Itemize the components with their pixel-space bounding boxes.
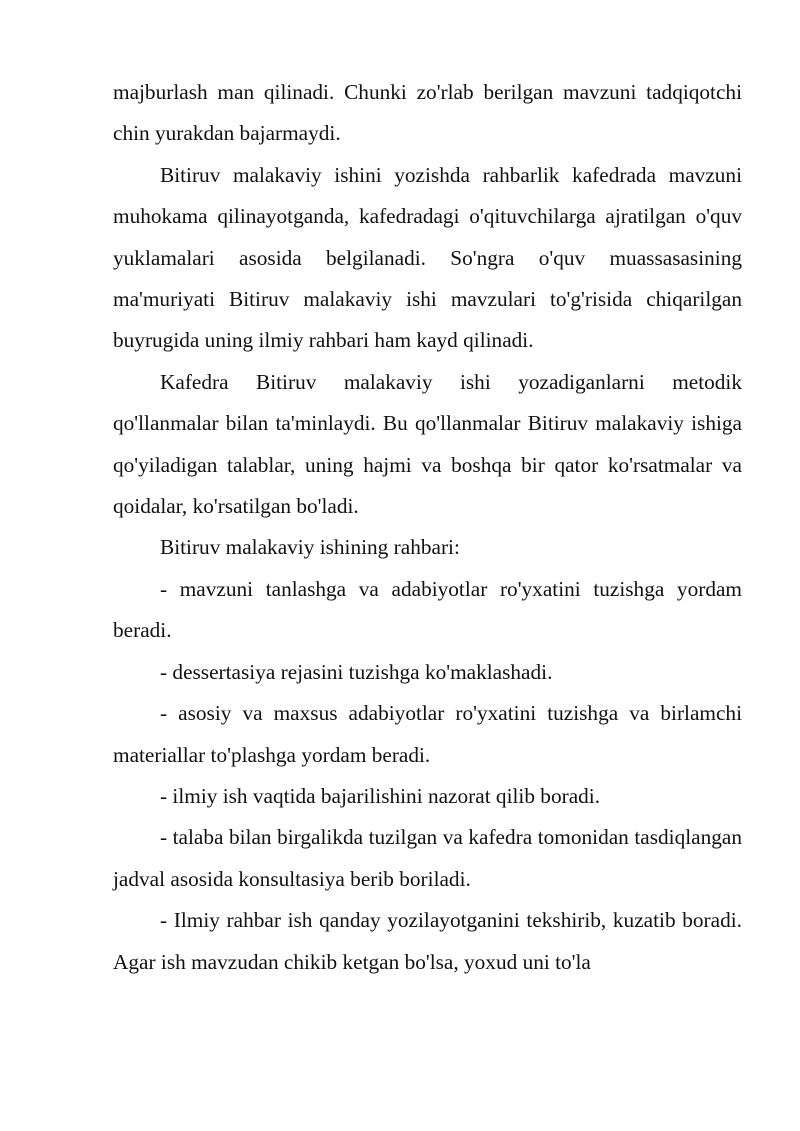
list-item: - asosiy va maxsus adabiyotlar ro'yxatini tuzishga va birlamchi materiallar to'plashga yordam beradi. <box>113 701 742 767</box>
paragraph-supervision: Bitiruv malakaviy ishini yozishda rahbarlik kafedrada mavzuni muhokama qilinayotganda, kafedradagi o'qituvchilarga ajratilgan o'quv yuklamalari asosida belgilanadi. So'ngra o'quv muassasasining ma'muriyati Bitiruv malakaviy ishi mavzulari to'g'risida chiqarilgan buyrugida uning ilmiy rahbari ham kayd qilinadi. <box>113 162 742 353</box>
list-item: - dessertasiya rejasini tuzishga ko'maklashadi. <box>160 659 553 684</box>
list-item: - mavzuni tanlashga va adabiyotlar ro'yxatini tuzishga yordam beradi. <box>113 576 742 643</box>
list-item: - talaba bilan birgalikda tuzilgan va kafedra tomonidan tasdiqlangan jadval asosida konsultasiya berib boriladi. <box>113 825 742 891</box>
paragraph-continuation: majburlash man qilinadi. Chunki zo'rlab berilgan mavzuni tadqiqotchi chin yurakdan bajarmaydi. <box>113 80 742 146</box>
list-item: - Ilmiy rahbar ish qanday yozilayotganini tekshirib, kuzatib boradi. Agar ish mavzudan chikib ketgan bo'lsa, yoxud uni to'la <box>113 908 742 974</box>
list-item: - ilmiy ish vaqtida bajarilishini nazorat qilib boradi. <box>160 783 601 808</box>
paragraph-supervisor-heading: Bitiruv malakaviy ishining rahbari: <box>160 535 460 560</box>
document-page <box>113 72 742 983</box>
paragraph-department: Kafedra Bitiruv malakaviy ishi yozadiganlarni metodik qo'llanmalar bilan ta'minlaydi. Bu qo'llanmalar Bitiruv malakaviy ishiga qo'yiladigan talablar, uning hajmi va boshqa bir qator ko'rsatmalar va qoidalar, ko'rsatilgan bo'ladi. <box>113 369 742 519</box>
